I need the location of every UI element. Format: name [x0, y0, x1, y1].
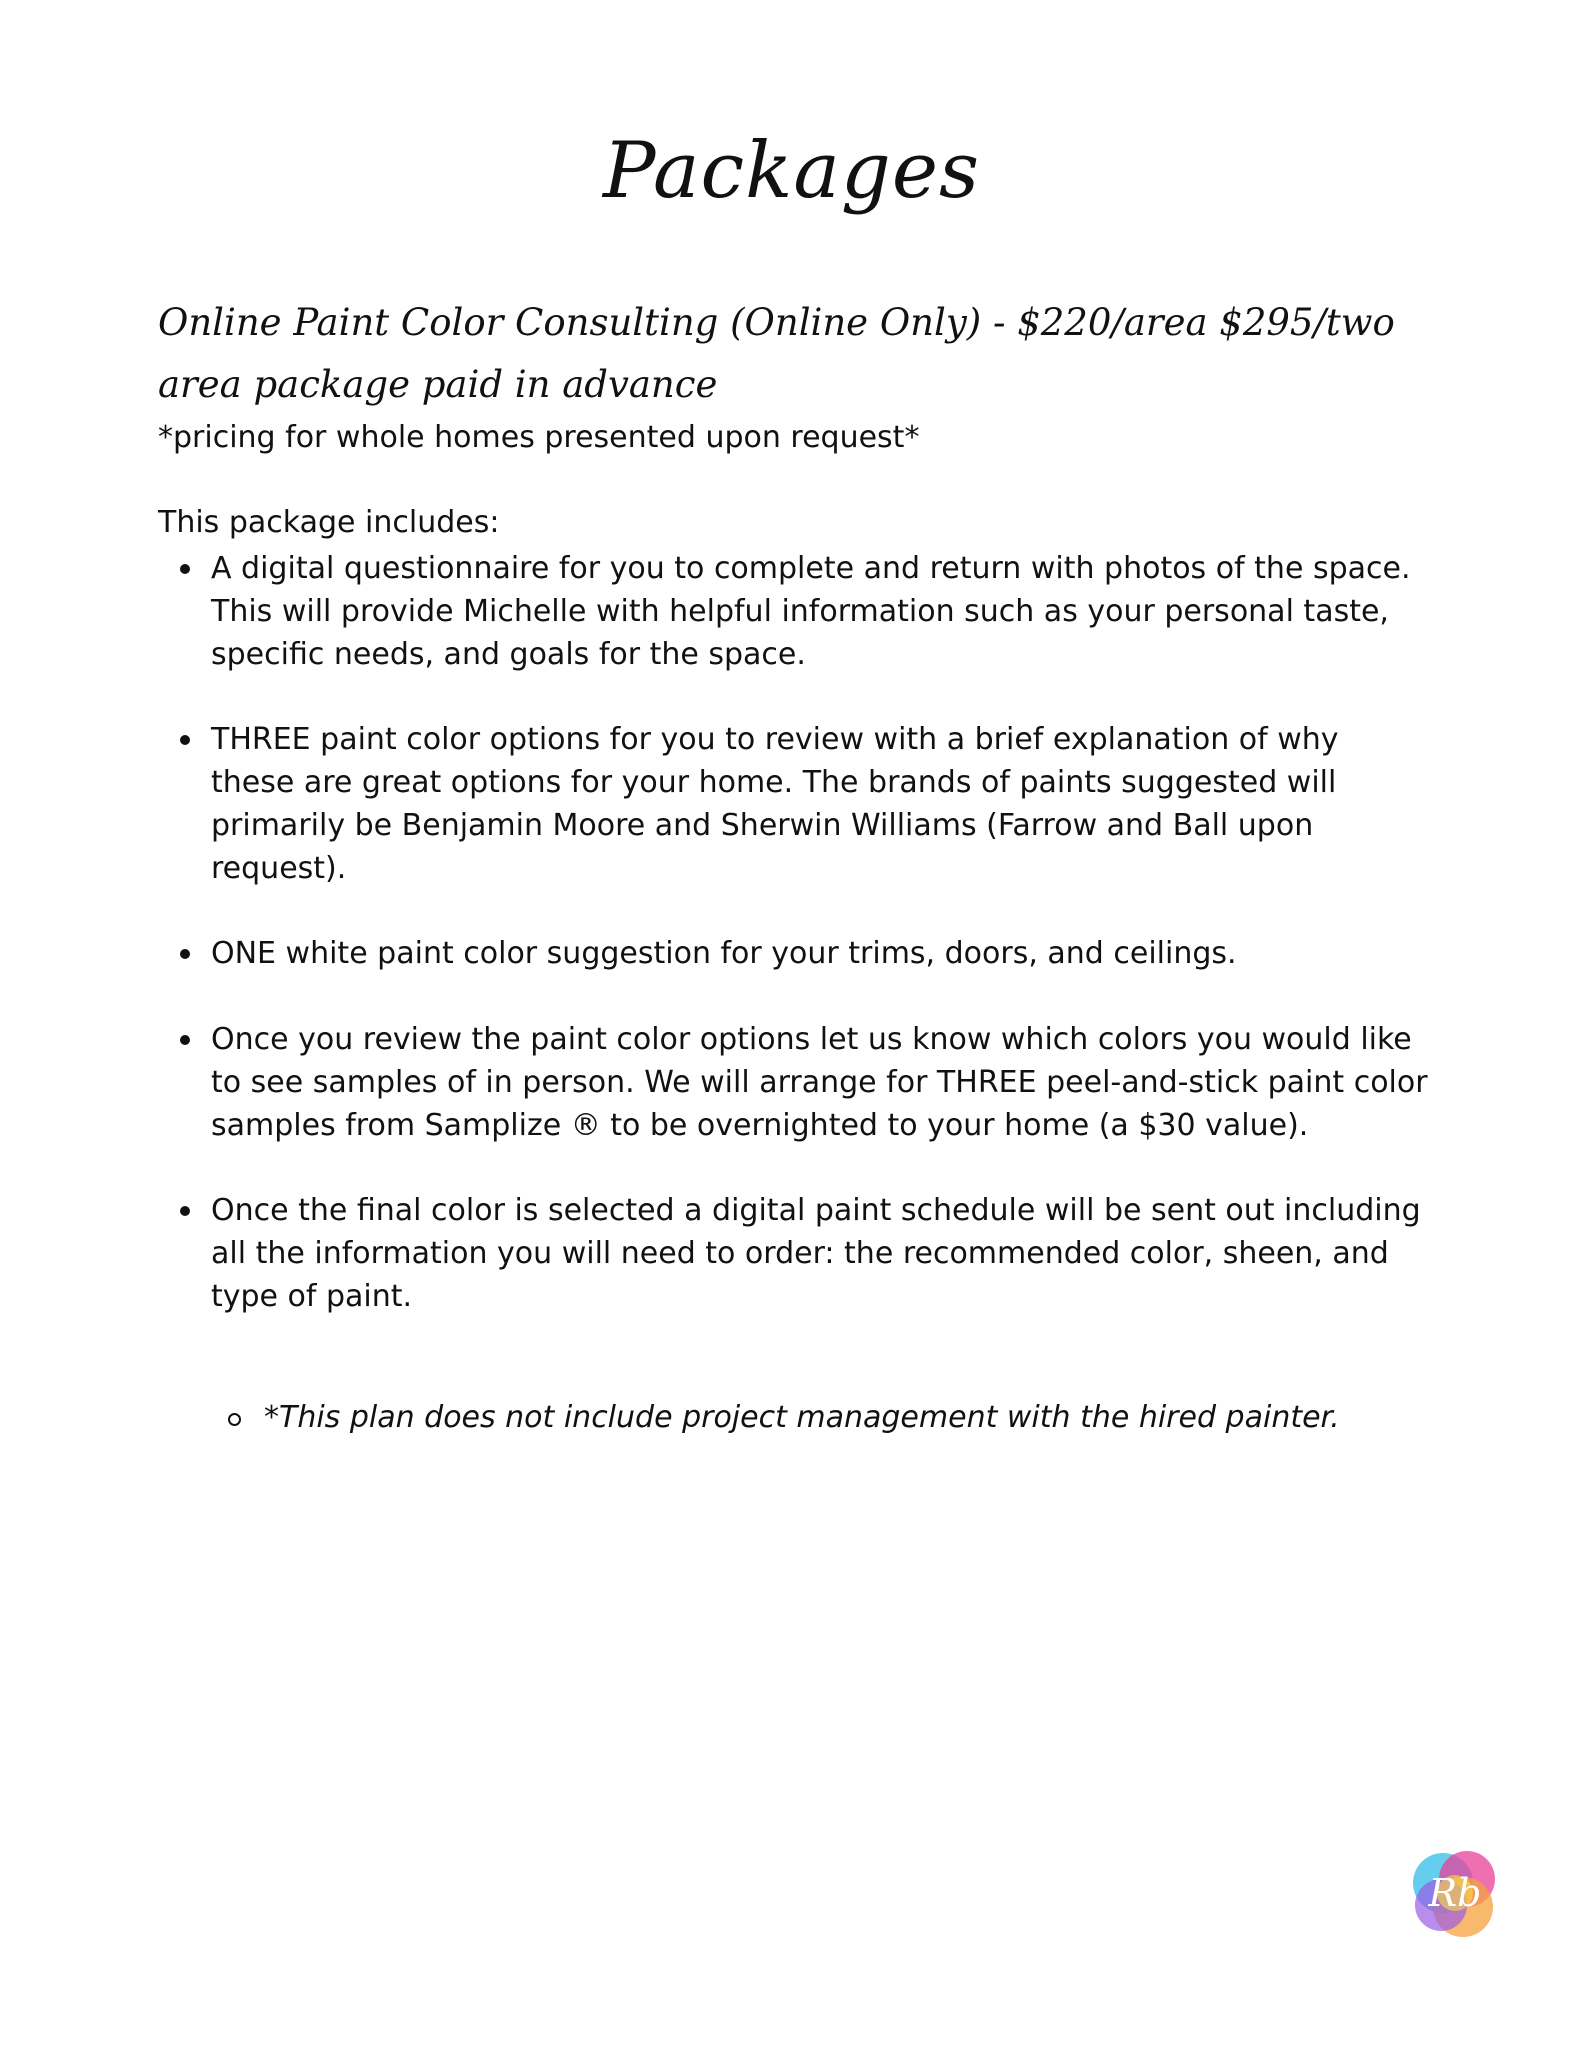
package-heading: Online Paint Color Consulting (Online Only) - $220/area $295/two area package paid in advance: [158, 301, 1395, 406]
includes-label: This package includes:: [158, 505, 500, 540]
bullet-icon: [180, 564, 190, 574]
bullet-icon: [180, 1035, 190, 1045]
list-item-text: ONE white paint color suggestion for your trims, doors, and ceilings.: [211, 936, 1237, 971]
bullet-icon: [180, 735, 190, 745]
brand-logo: [1405, 1843, 1505, 1943]
list-item: [158, 1189, 1428, 1318]
list-item: [158, 718, 1428, 890]
list-item: [158, 547, 1428, 676]
list-item-text: A digital questionnaire for you to complete and return with photos of the space. This will provide Michelle with helpful information such as your personal taste, specific needs, and goals for the space.: [211, 551, 1411, 672]
pricing-note: *pricing for whole homes presented upon request*: [158, 420, 920, 455]
list-item: [158, 932, 1428, 975]
list-item-text: THREE paint color options for you to review with a brief explanation of why these are great options for your home. The brands of paints suggested will primarily be Benjamin Moore and Sherwin Williams (Farrow and Ball upon request).: [211, 722, 1339, 886]
page-title: Packages: [602, 126, 981, 216]
sub-note: [228, 1398, 1340, 1438]
list-item-text: Once you review the paint color options let us know which colors you would like to see samples of in person. We will arrange for THREE peel-and-stick paint color samples from Samplize ® to be overnighted to your home (a $30 value).: [211, 1022, 1428, 1143]
list-item: [158, 1018, 1428, 1147]
sub-note-text: *This plan does not include project management with the hired painter.: [264, 1400, 1340, 1435]
bullet-icon: [180, 1206, 190, 1216]
bullet-icon: [180, 949, 190, 959]
list-item-text: Once the final color is selected a digital paint schedule will be sent out including all the information you will need to order: the recommended color, sheen, and type of paint.: [211, 1193, 1421, 1314]
logo-monogram: Rb: [1428, 1871, 1482, 1915]
circle-bullet-icon: [228, 1413, 241, 1426]
